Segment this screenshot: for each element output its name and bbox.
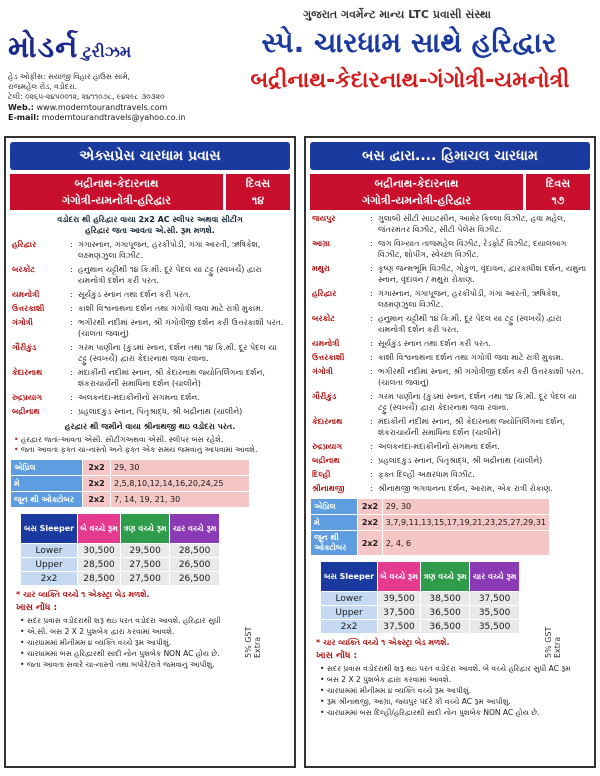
page-title: સ્પે. ચારધામ સાથે હરિદ્વાર (261, 26, 557, 59)
left-intro-line1: વડોદરા થી હરિદ્વાર વાયા 2x2 AC સ્લીપર અથવા સીટીંગ (57, 215, 243, 224)
itinerary-place: યમનોત્રી (312, 339, 340, 348)
right-days-label: દિવસ (545, 177, 571, 190)
price-value: 35,500 (470, 606, 520, 620)
price-row (321, 606, 520, 620)
itinerary-place: ગંગોત્રી (12, 318, 33, 327)
note-item: • ચારધામમાં મીનીમમ ૪ વ્યક્તિ વચ્ચે રૂમ આપીશું. (20, 637, 284, 648)
left-notes-top (14, 435, 286, 455)
right-extra-bed-note: * ચાર વ્યક્તિ વચ્ચે ૧ એક્સ્ટ્રા બેડ મળશે. (316, 638, 450, 647)
itinerary-row (12, 342, 288, 364)
itinerary-desc: ફક્ત દિલ્હી અક્ષરધામ વિઝીટ. (378, 470, 475, 479)
dates-days: 29, 30 (111, 460, 250, 476)
price-header-row (321, 562, 520, 592)
left-heading: એક્સપ્રેસ ચારધામ પ્રવાસ (10, 142, 290, 170)
note-item: • સદર પ્રવાસ વડોદરાથી શરૂ થઇ પરત વડોદરા આવશે. હરિદ્વાર સુધી (20, 615, 284, 626)
price-type: 2x2 (21, 572, 78, 586)
itinerary-place: હરિદ્વાર (312, 289, 337, 298)
price-type: Lower (21, 544, 78, 558)
itinerary-place: મથુરા (312, 264, 330, 273)
itinerary-place: રુદ્રપ્રયાગ (312, 442, 343, 451)
right-itinerary (312, 213, 588, 494)
itinerary-sep: : (370, 456, 373, 465)
web-label: Web.: (8, 103, 34, 112)
price-header: ચાર વચ્ચે રૂમ (170, 514, 220, 544)
price-value: 26,500 (170, 558, 220, 572)
itinerary-row (312, 213, 588, 235)
price-type: Upper (21, 558, 78, 572)
dates-seat: 2x2 (83, 492, 111, 508)
itinerary-row (12, 406, 288, 417)
left-gst-note: 5% GST Extra (244, 626, 262, 658)
itinerary-row (312, 352, 588, 363)
dates-days: 3,7,9,11,13,15,17,19,21,23,25,27,29,31 (382, 515, 549, 531)
price-value: 28,500 (170, 544, 220, 558)
itinerary-desc: જગ વિખ્યાત તાજમહેલ વિઝીટ, રેડફોર્ટ વિઝીટ, દયાલબાગ વિઝીટ, શોપીંગ, સ્વેચ્છા વિઝીટ. (378, 239, 567, 259)
itinerary-desc: ગુલાબી સીટી સાઇટસીન, આમેર કિલ્લા વિઝીટ, હવા મહેલ, જંતરમંતર વિઝીટ, સીટી પેલેસ વિઝીટ. (378, 214, 566, 234)
itinerary-place: યમનોત્રી (12, 290, 40, 299)
itinerary-desc: મંદાકીની નદીમાં સ્નાન, શ્રી કેદારનાથ જ્યોતિર્લિંગના દર્શન, શંકરાચાર્યની સમાધિના દર્શન (ચાલીને) (78, 368, 265, 388)
price-row (21, 544, 220, 558)
contact-phone: ટેલી: ૦૨૬૫-૨૪૫૦૦૧૨, ૨૪૧૧૦૭૮, ૯૪૨૯૮ ૩૦૩૨૦ (8, 92, 165, 101)
itinerary-desc: ગરમ પાણીના (કુંડમાં સ્નાન, દર્શન તથા ૧૪ કિ.મી. દૂર પેદલ યા ટટ્ટુ (સ્વખર્ચે) દ્વારા કેદારનાથ જવા રવાના. (378, 392, 577, 412)
dates-month: એપ્રિલ (311, 499, 358, 515)
itinerary-place: દિલ્હી (312, 470, 331, 479)
right-dates-table (310, 498, 550, 556)
itinerary-sep: : (370, 470, 373, 479)
itinerary-row (12, 264, 288, 286)
itinerary-place: બરકોટ (312, 314, 335, 323)
itinerary-desc: હનુમાન ચટ્ટીથી ૧૪ કિ.મી. દૂર પેદલ યા ટટ્ટુ (સ્વખર્ચે) દ્વારા યમનોત્રી દર્શન કરી પરત. (378, 314, 562, 334)
itinerary-row (312, 455, 588, 466)
itinerary-row (12, 239, 288, 261)
left-price-table (20, 513, 220, 586)
price-value: 27,500 (121, 558, 170, 572)
note-item: • ચારધામમાં બસ હરિદ્વારથી સાદી નોન પુશબેક NON AC હોય છે. (20, 648, 284, 659)
note-item: • ચારધામમાં બસ દિલ્હી/હરિદ્વારથી સાદી નોન પુશબેક NON AC હોય છે. (320, 707, 584, 718)
header (0, 0, 600, 132)
itinerary-place: ઉત્તરકાશી (312, 353, 345, 362)
note-item: • જતા આવતા ફક્ત ચા-નાસ્તો અને ફક્ત એક સમય જમવાનું આપવામાં આવશે. (14, 445, 286, 455)
itinerary-desc: કૃષ્ણ જન્મભૂમિ વિઝીટ, ગોકુળ, વૃંદાવન, દ્વારકાધીશ દર્શન, યમુના સ્નાન, વૃંદાવન / મથુરા રોકાણ. (378, 264, 587, 284)
itinerary-sep: : (70, 393, 73, 402)
itinerary-place: આગ્રા (312, 239, 330, 248)
itinerary-sep: : (370, 239, 373, 248)
price-type: 2x2 (321, 620, 378, 634)
itinerary-row (312, 366, 588, 388)
itinerary-sep: : (370, 339, 373, 348)
itinerary-row (312, 483, 588, 494)
dates-month: જૂન થી ઓક્ટોબર (11, 492, 83, 508)
web-link[interactable]: www.moderntourandtravels.com (36, 103, 168, 112)
itinerary-place: રુદ્રપ્રયાગ (12, 393, 43, 402)
price-row (21, 572, 220, 586)
itinerary-desc: અલકનંદા-મંદાકીનીનો સંગમના દર્શન. (378, 442, 500, 451)
itinerary-row (12, 289, 288, 300)
price-value: 36,500 (421, 606, 470, 620)
dates-row (311, 515, 550, 531)
dates-seat: 2x2 (358, 499, 382, 515)
left-intro-line2: હરિદ્વાર જતા આવતા એ.સી. રૂમ મળશે. (85, 226, 215, 235)
itinerary-place: બરકોટ (12, 265, 35, 274)
itinerary-place: ગૌરીકુંડ (12, 343, 37, 352)
dates-row (311, 531, 550, 556)
itinerary-desc: શ્રીનાથજી ભગવાનના દર્શન, આરામ, એક રાત્રી રોકાણ. (378, 484, 553, 493)
itinerary-desc: ભગીરથી નદીમાં સ્નાન, શ્રી ગંગોત્રીજી દર્શન કરી ઉત્તરકાશી પરત. (ચાલતા જવાનું) (378, 367, 584, 387)
price-row (321, 620, 520, 634)
price-value: 28,500 (78, 558, 121, 572)
price-value: 36,500 (421, 620, 470, 634)
dates-row (11, 460, 250, 476)
right-route-places (310, 174, 523, 210)
itinerary-sep: : (370, 442, 373, 451)
price-value: 29,500 (121, 544, 170, 558)
right-heading: બસ દ્વારા.... હિમાચલ ચારધામ (310, 142, 590, 170)
logo-subtext: ટુરીઝમ (82, 42, 132, 61)
right-price-table (320, 561, 520, 634)
itinerary-sep: : (70, 343, 73, 352)
itinerary-place: કેદારનાથ (312, 417, 343, 426)
note-item: • હરદ્વાર જતાં-આવતા એસી. સીટીંગઅથવા એસી. સ્લીપર બસ રહેશે. (14, 435, 286, 445)
itinerary-row (312, 263, 588, 285)
price-value: 30,500 (78, 544, 121, 558)
left-route (10, 174, 290, 210)
page-subtitle: બદ્રીનાથ-કેદારનાથ-ગંગોત્રી-યમનોત્રી (250, 68, 570, 93)
itinerary-sep: : (70, 265, 73, 274)
note-item: • એ.સી. બસ 2 X 2 પુશબેક દ્વારા કરવામાં આવશે. (20, 626, 284, 637)
logo-text: મોડર્ન (8, 30, 79, 65)
email-label: E-mail: (8, 113, 40, 122)
itinerary-place: જયપુર (312, 214, 336, 223)
itinerary-sep: : (370, 289, 373, 298)
price-header-row (21, 514, 220, 544)
itinerary-row (312, 469, 588, 480)
right-route (310, 174, 590, 210)
itinerary-row (12, 303, 288, 314)
itinerary-desc: મંદાકીની નદીમાં સ્નાન, શ્રી કેદારનાથ જ્યોતિર્લિંગના દર્શન, શંકરાચાર્યની સમાધિના દર્શન (ચાલીને) (378, 417, 565, 437)
itinerary-row (312, 338, 588, 349)
left-route-line1: બદ્રીનાથ-કેદારનાથ (74, 177, 159, 190)
itinerary-desc: અલકનંદા-મંદાકીનીનો સંગમના દર્શન. (78, 393, 200, 402)
itinerary-place: હરિદ્વાર (12, 240, 37, 249)
note-item: • રૂમ શ્રીનાથજી, આગ્રા, જયપુર પંદરે કી વચ્ચે AC રૂમ આપીશું. (320, 696, 584, 707)
contact-block (8, 72, 228, 102)
itinerary-desc: ગરમ પાણીના (કુંડમાં સ્નાન, દર્શન તથા ૧૪ કિ.મી. દૂર પેદલ યા ટટ્ટુ (સ્વખર્ચે) દ્વારા કેદારનાથ જવા રવાના. (78, 343, 277, 363)
note-item: • ચારધામમાં મીનીમમ ૪ વ્યક્તિ વચ્ચે રૂમ આપીશું. (320, 685, 584, 696)
right-notes (320, 663, 584, 718)
itinerary-sep: : (370, 264, 373, 273)
itinerary-sep: : (70, 318, 73, 327)
price-value: 39,500 (378, 592, 421, 606)
price-value: 27,500 (121, 572, 170, 586)
dates-row (11, 476, 250, 492)
left-column (4, 136, 296, 768)
itinerary-sep: : (370, 314, 373, 323)
itinerary-row (312, 238, 588, 260)
dates-seat: 2x2 (83, 460, 111, 476)
itinerary-sep: : (70, 290, 73, 299)
itinerary-desc: પ્રહલાદકુંડ સ્નાન, પિતૃશ્રાદ્ધ, શ્રી બદ્રીનાથ (ચાલીને) (378, 456, 543, 465)
left-itinerary (12, 239, 288, 417)
itinerary-place: બદ્રીનાથ (312, 456, 340, 465)
left-days-box (226, 174, 290, 210)
price-value: 28,500 (78, 572, 121, 586)
itinerary-sep: : (370, 367, 373, 376)
itinerary-sep: : (370, 214, 373, 223)
left-route-line2: ગંગોત્રી-યમનોત્રી-હરિદ્વાર (62, 194, 171, 207)
dates-days: 29, 30 (382, 499, 549, 515)
price-row (21, 558, 220, 572)
right-route-line2: ગંગોત્રી-યમનોત્રી-હરિદ્વાર (362, 194, 471, 207)
left-days-label: દિવસ (245, 177, 271, 190)
itinerary-desc: ભગીરથી નદીમાં સ્નાન, શ્રી ગંગોત્રીજી દર્શન કરી ઉત્તરકાશી પરત. (ચાલતા જવાનું) (78, 318, 284, 338)
price-header: ચાર વચ્ચે રૂમ (470, 562, 520, 592)
dates-days: 7, 14, 19, 21, 30 (111, 492, 250, 508)
itinerary-desc: કાશી વિશ્વનાથના દર્શન તથા ગંગોત્રી જવા માટે રાત્રી મુકામ. (378, 353, 564, 362)
itinerary-sep: : (370, 353, 373, 362)
dates-month: જૂન થી ઓક્ટોબર (311, 531, 358, 556)
dates-days: 2, 4, 6 (382, 531, 549, 556)
price-header: ત્રણ વચ્ચે રૂમ (421, 562, 470, 592)
email-link[interactable]: moderntourandtravels@yahoo.co.in (41, 113, 186, 122)
right-route-line1: બદ્રીનાથ-કેદારનાથ (374, 177, 459, 190)
itinerary-place: ઉત્તરકાશી (12, 304, 45, 313)
price-type: Upper (321, 606, 378, 620)
left-extra-bed-note: * ચાર વ્યક્તિ વચ્ચે ૧ એક્સ્ટ્રા બેડ મળશે. (16, 590, 150, 599)
note-item: • સદર પ્રવાસ વડોદરાથી શરૂ થઇ પરત વડોદરા આવશે. બે વચ્ચે હરિદ્વાર સુધી AC રૂમ (320, 663, 584, 674)
price-value: 37,500 (470, 592, 520, 606)
itinerary-desc: સૂર્યકુંડ સ્નાન તથા દર્શન કરી પરત. (378, 339, 491, 348)
itinerary-place: ગૌરીકુંડ (312, 392, 337, 401)
price-header: ત્રણ વચ્ચે રૂમ (121, 514, 170, 544)
govt-approval: ગુજરાત ગવર્મેન્ટ માન્ય LTC પ્રવાસી સંસ્થા (303, 8, 491, 21)
price-value: 37,500 (378, 620, 421, 634)
price-type: Lower (321, 592, 378, 606)
itinerary-row (12, 392, 288, 403)
itinerary-desc: ગંગાસ્નાન, ગંગાપૂજન, હરકીપોડી, ગંગા આરતી, ઋષિકેશ, લક્ષ્મણઝુલા વિઝીટ. (378, 289, 561, 309)
right-days-box (526, 174, 590, 210)
right-notes-heading: ખાસ નોંધ : (316, 651, 358, 661)
itinerary-sep: : (70, 304, 73, 313)
left-intro (12, 214, 288, 236)
price-value: 35,500 (470, 620, 520, 634)
right-days-count: ૧૭ (551, 194, 565, 207)
price-row (321, 592, 520, 606)
price-value: 37,500 (378, 606, 421, 620)
itinerary-desc: ગંગાસ્નાન, ગંગાપૂજન, હરકીપોડી, ગંગા આરતી, ઋષિકેશ, લક્ષ્મણઝુલા વિઝીટ. (78, 240, 261, 260)
itinerary-place: ગંગોત્રી (312, 367, 333, 376)
contact-address-2: રાજમહેલ રોડ, વડોદરા. (8, 82, 78, 91)
price-header: બસ Sleeper (321, 562, 378, 592)
dates-row (11, 492, 250, 508)
itinerary-sep: : (70, 407, 73, 416)
price-header: બસ Sleeper (21, 514, 78, 544)
price-header: બે વચ્ચે રૂમ (378, 562, 421, 592)
logo (8, 30, 208, 70)
note-item: • બસ 2 X 2 પુશબેક દ્વારા કરવામાં આવશે. (320, 674, 584, 685)
contact-address-1: હેડ ઓફીસ: સયાજી વિહાર હાઉસ સામે, (8, 72, 130, 81)
left-days-count: ૧૪ (251, 194, 265, 207)
left-route-places (10, 174, 223, 210)
itinerary-row (312, 391, 588, 413)
price-value: 38,500 (421, 592, 470, 606)
dates-seat: 2x2 (358, 515, 382, 531)
itinerary-desc: કાશી વિશ્વનાથના દર્શન તથા ગંગોત્રી જવા માટે રાત્રી મુકામ. (78, 304, 264, 313)
itinerary-row (12, 317, 288, 339)
itinerary-sep: : (70, 240, 73, 249)
price-header: બે વચ્ચે રૂમ (78, 514, 121, 544)
itinerary-row (312, 416, 588, 438)
itinerary-place: કેદારનાથ (12, 368, 43, 377)
note-item: • જતા આવતા સવારે ચા-નાસ્તો તથા બપોરે/રાત્રે જમવાનું આપીશું. (20, 659, 284, 670)
dates-seat: 2x2 (83, 476, 111, 492)
itinerary-row (312, 288, 588, 310)
itinerary-sep: : (370, 484, 373, 493)
dates-days: 2,5,8,10,12,14,16,20,24,25 (111, 476, 250, 492)
dates-month: એપ્રિલ (11, 460, 83, 476)
itinerary-desc: પ્રહલાદકુંડ સ્નાન, પિતૃશ્રાદ્ધ, શ્રી બદ્રીનાથ (ચાલીને) (78, 407, 243, 416)
dates-month: મે (11, 476, 83, 492)
itinerary-desc: સૂર્યકુંડ સ્નાન તથા દર્શન કરી પરત. (78, 290, 191, 299)
left-closing: હરદ્વાર થી જમીને વાયા શ્રીનાથજી થઇ વડોદરા પરત. (64, 422, 236, 431)
itinerary-row (312, 313, 588, 335)
left-notes-heading: ખાસ નોંધ : (16, 603, 58, 613)
itinerary-row (12, 367, 288, 389)
itinerary-place: શ્રીનાથજી (312, 484, 345, 493)
right-gst-note: 5% GST Extra (544, 626, 562, 658)
left-dates-table (10, 459, 250, 508)
web-block (8, 103, 185, 123)
dates-month: મે (311, 515, 358, 531)
itinerary-sep: : (370, 392, 373, 401)
itinerary-row (312, 441, 588, 452)
itinerary-sep: : (370, 417, 373, 426)
right-column (304, 136, 596, 768)
itinerary-sep: : (70, 368, 73, 377)
itinerary-place: બદ્રીનાથ (12, 407, 40, 416)
dates-row (311, 499, 550, 515)
price-value: 26,500 (170, 572, 220, 586)
itinerary-desc: હનુમાન ચટ્ટીથી ૧૪ કિ.મી. દૂર પેદલ યા ટટ્ટુ (સ્વખર્ચે) દ્વારા યમનોત્રી દર્શન કરી પરત. (78, 265, 262, 285)
dates-seat: 2x2 (358, 531, 382, 556)
